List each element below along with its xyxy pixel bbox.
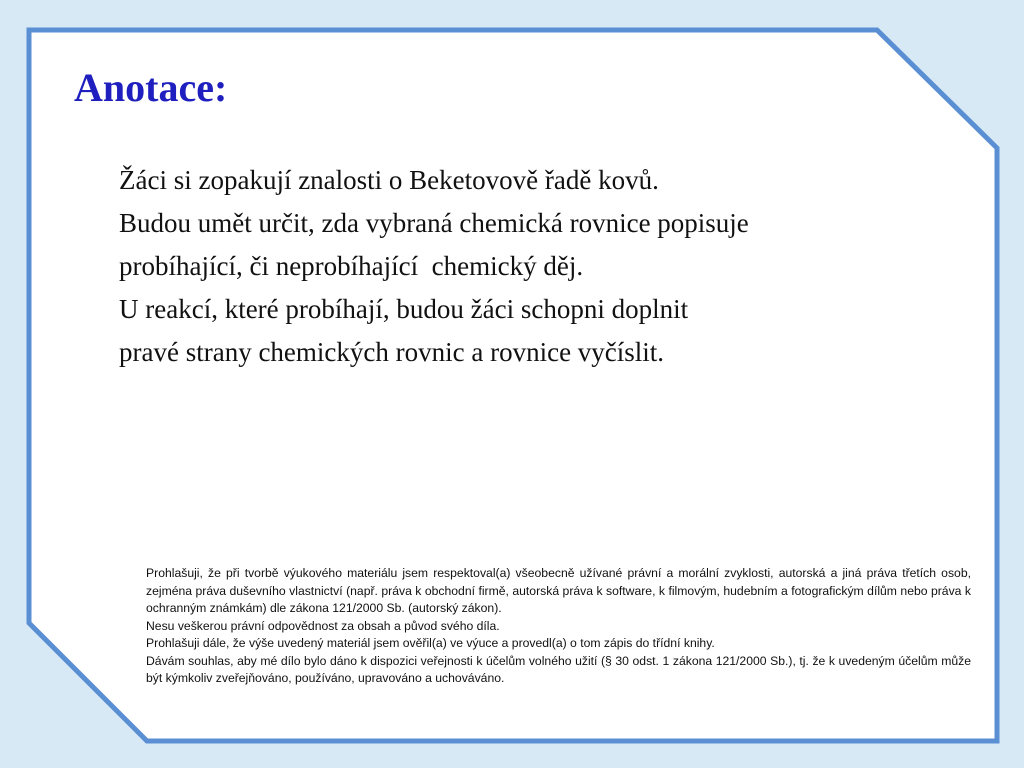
annotation-text	[119, 159, 979, 374]
declaration-paragraph: Prohlašuji dále, že výše uvedený materiál jsem ověřil(a) ve výuce a provedl(a) o tom zápis do třídní knihy.	[146, 636, 715, 650]
author-declaration	[146, 565, 971, 688]
annotation-line: pravé strany chemických rovnic a rovnice vyčíslit.	[119, 337, 665, 367]
annotation-line: Budou umět určit, zda vybraná chemická rovnice popisuje	[119, 208, 749, 238]
declaration-paragraph: Prohlašuji, že při tvorbě výukového materiálu jsem respektoval(a) všeobecně užívané právní a morální zvyklosti, autorská a jiná práva třetích osob, zejména práva duševního vlastnictví (např. práva k obchodní firmě, autorská práva k software, k filmovým, hudebním a fotografickým dílům nebo práva k ochranným známkám) dle zákona 121/2000 Sb. (autorský zákon).	[146, 566, 971, 615]
slide-title: Anotace:	[74, 65, 228, 110]
declaration-paragraph: Dávám souhlas, aby mé dílo bylo dáno k dispozici veřejnosti k účelům volného užití (§ 30 odst. 1 zákona 121/2000 Sb.), tj. že k uvedeným účelům může být kýmkoliv zveřejňováno, používáno, upravováno a uchováváno.	[146, 653, 971, 685]
annotation-line: U reakcí, které probíhají, budou žáci schopni doplnit	[119, 294, 689, 324]
annotation-line: probíhající, či neprobíhající chemický děj.	[119, 251, 584, 281]
declaration-paragraph: Nesu veškerou právní odpovědnost za obsah a původ svého díla.	[146, 618, 500, 633]
annotation-line: Žáci si zopakují znalosti o Beketovově řadě kovů.	[119, 165, 659, 195]
